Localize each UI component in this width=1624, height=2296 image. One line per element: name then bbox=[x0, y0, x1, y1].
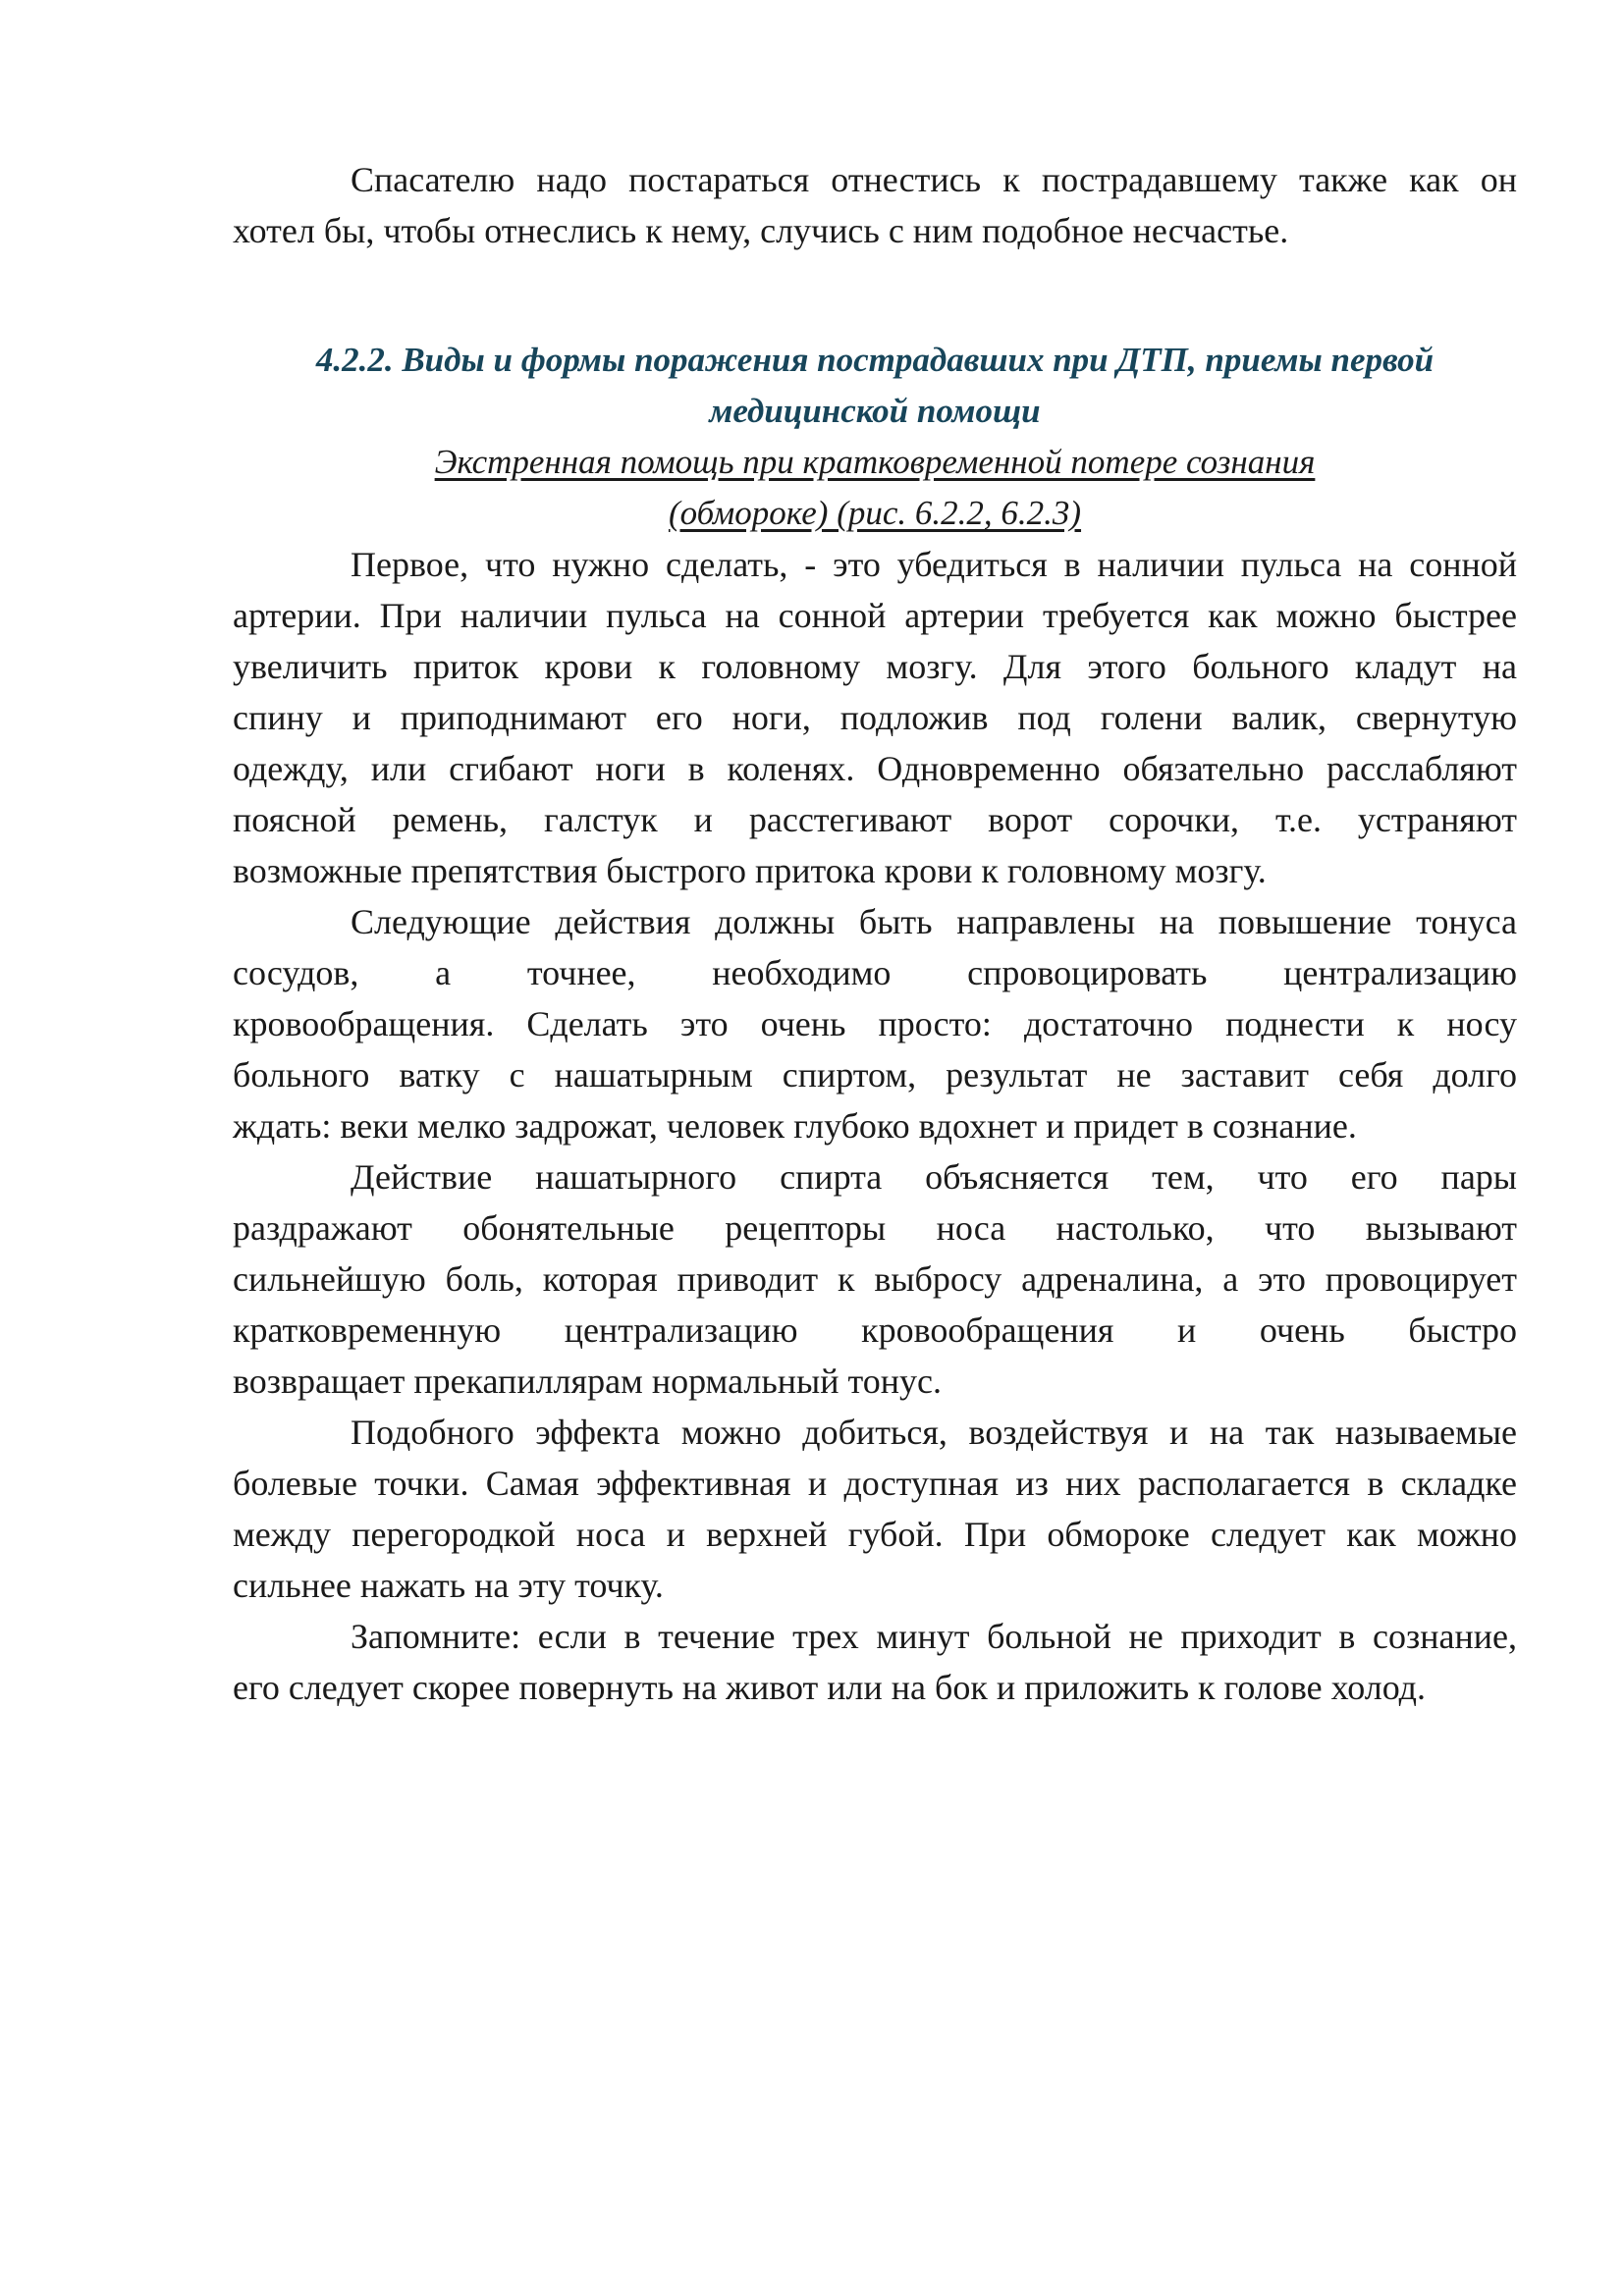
text-line: сильнее нажать на эту точку. bbox=[233, 1566, 664, 1605]
paragraph bbox=[233, 1407, 1517, 1611]
section-heading-line: 4.2.2. Виды и формы поражения пострадавших при ДТП, приемы первой bbox=[315, 341, 1435, 379]
text-line: между перегородкой носа и верхней губой. При обмороке следует как можно bbox=[233, 1515, 1517, 1554]
paragraph bbox=[233, 896, 1517, 1151]
text-line: раздражают обонятельные рецепторы носа настолько, что вызывают bbox=[233, 1208, 1517, 1248]
text-line: сильнейшую боль, которая приводит к выбросу адреналина, а это провоцирует bbox=[233, 1259, 1517, 1299]
text-line: болевые точки. Самая эффективная и доступная из них располагается в складке bbox=[233, 1464, 1517, 1503]
text-line: Первое, что нужно сделать, - это убедиться в наличии пульса на сонной bbox=[351, 545, 1517, 584]
text-line: ждать: веки мелко задрожат, человек глубоко вдохнет и придет в сознание. bbox=[233, 1106, 1357, 1146]
text-line: его следует скорее повернуть на живот или на бок и приложить к голове холод. bbox=[233, 1668, 1426, 1707]
subheading bbox=[233, 437, 1517, 539]
text-line: Спасателю надо постараться отнестись к пострадавшему также как он bbox=[351, 160, 1517, 199]
text-line: Запомните: если в течение трех минут больной не приходит в сознание, bbox=[351, 1617, 1517, 1656]
intro-paragraph bbox=[233, 154, 1517, 256]
text-line: возвращает прекапиллярам нормальный тонус. bbox=[233, 1362, 942, 1401]
text-line: кровообращения. Сделать это очень просто: достаточно поднести к носу bbox=[233, 1004, 1517, 1043]
body-text bbox=[233, 539, 1517, 1713]
text-line: больного ватку с нашатырным спиртом, результат не заставит себя долго bbox=[233, 1055, 1517, 1095]
paragraph bbox=[233, 539, 1517, 896]
section-heading-line: медицинской помощи bbox=[709, 392, 1041, 430]
text-line: спину и приподнимают его ноги, подложив под голени валик, свернутую bbox=[233, 698, 1517, 737]
text-line: хотел бы, чтобы отнеслись к нему, случись с ним подобное несчастье. bbox=[233, 211, 1289, 250]
text-line: поясной ремень, галстук и расстегивают ворот сорочки, т.е. устраняют bbox=[233, 800, 1517, 839]
paragraph bbox=[233, 1611, 1517, 1713]
subheading-line: (обмороке) (рис. 6.2.2, 6.2.3) bbox=[668, 494, 1082, 532]
text-line: Действие нашатырного спирта объясняется тем, что его пары bbox=[351, 1157, 1517, 1197]
text-line: кратковременную централизацию кровообращения и очень быстро bbox=[233, 1310, 1517, 1350]
text-line: возможные препятствия быстрого притока крови к головному мозгу. bbox=[233, 851, 1267, 890]
section-heading bbox=[233, 335, 1517, 437]
text-line: Подобного эффекта можно добиться, воздействуя и на так называемые bbox=[351, 1413, 1517, 1452]
subheading-line: Экстренная помощь при кратковременной потере сознания bbox=[434, 443, 1316, 481]
text-line: одежду, или сгибают ноги в коленях. Одновременно обязательно расслабляют bbox=[233, 749, 1517, 788]
text-line: увеличить приток крови к головному мозгу. Для этого больного кладут на bbox=[233, 647, 1517, 686]
paragraph bbox=[233, 154, 1517, 256]
text-line: сосудов, а точнее, необходимо спровоцировать централизацию bbox=[233, 953, 1517, 992]
text-line: артерии. При наличии пульса на сонной артерии требуется как можно быстрее bbox=[233, 596, 1517, 635]
text-line: Следующие действия должны быть направлены на повышение тонуса bbox=[351, 902, 1517, 941]
paragraph bbox=[233, 1151, 1517, 1407]
